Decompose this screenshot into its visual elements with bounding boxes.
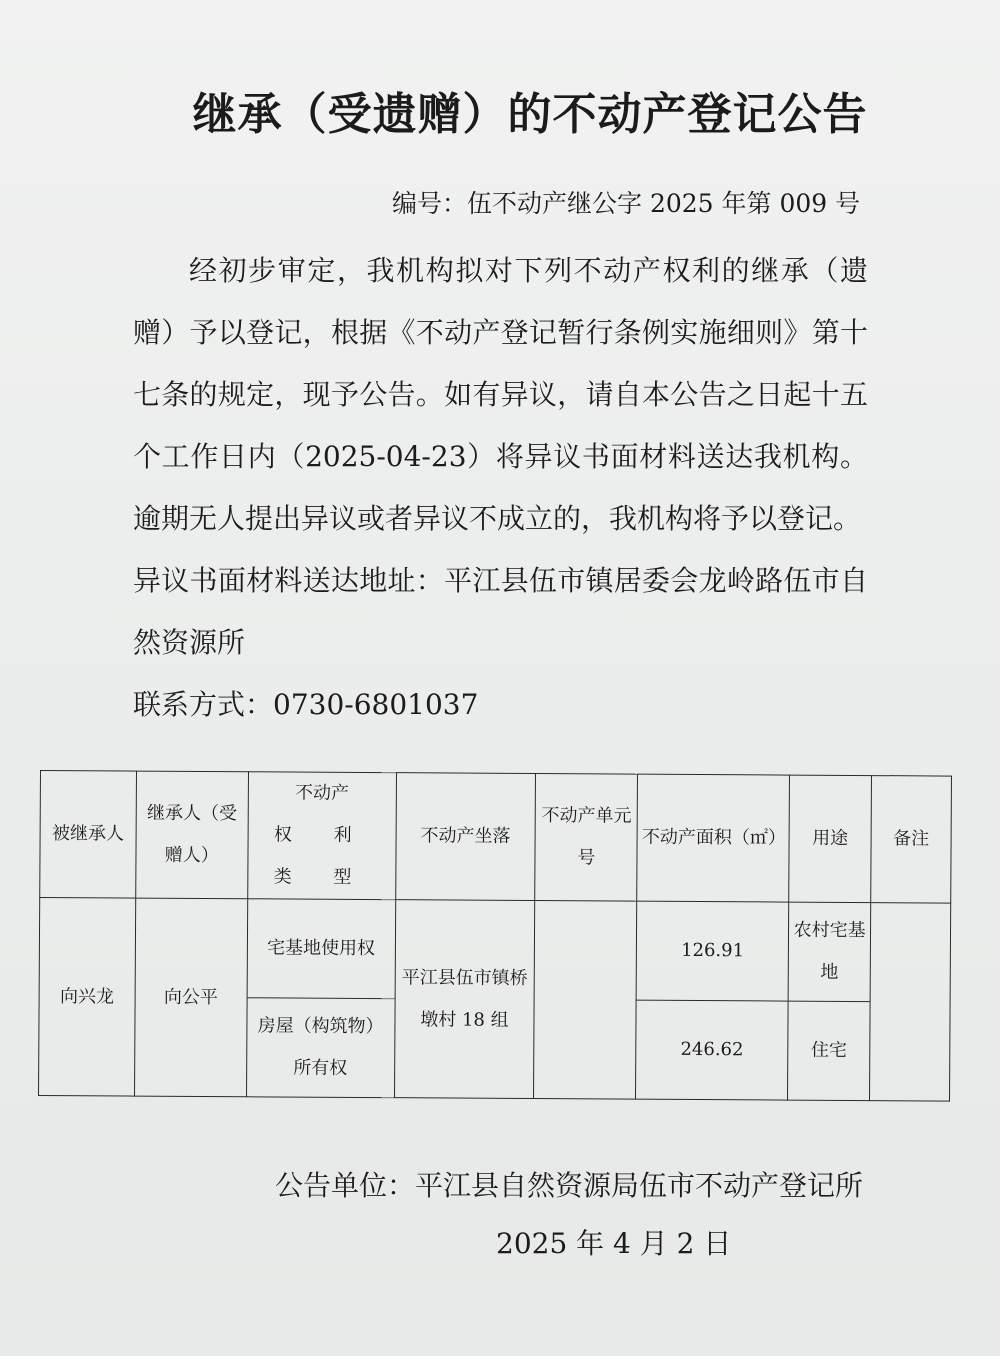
- cell-usage: 住宅: [788, 1001, 871, 1100]
- header-right-type: [247, 772, 396, 900]
- registration-table: [38, 770, 952, 1102]
- issuing-unit: 公告单位：平江县自然资源局伍市不动产登记所: [275, 1169, 864, 1202]
- cell-decedent: 向兴龙: [39, 898, 136, 1097]
- issue-date: 2025 年 4 月 2 日: [496, 1227, 732, 1260]
- header-heir: 继承人（受赠人）: [136, 771, 249, 899]
- table-header-row: [40, 771, 952, 904]
- header-usage: 用途: [789, 775, 872, 902]
- cell-right-type: 宅基地使用权: [247, 899, 395, 999]
- header-right-type-line1: 不动产: [294, 782, 350, 804]
- cell-remarks: [870, 903, 951, 1101]
- contact-info: 联系方式：0730-6801037: [133, 688, 479, 721]
- header-right-type-line3: 类 型: [273, 866, 370, 889]
- header-area: 不动产面积（㎡）: [637, 774, 790, 902]
- header-right-type-line2: 权 利: [273, 824, 370, 847]
- notice-paragraph: 经初步审定，我机构拟对下列不动产权利的继承（遗赠）予以登记，根据《不动产登记暂行条例实施细则》第十七条的规定，现予公告。如有异议，请自本公告之日起十五个工作日内（2025-04-23）将异议书面材料送达我机构。逾期无人提出异议或者异议不成立的，我机构将予以登记。: [133, 254, 868, 535]
- cell-unit-number: [534, 901, 637, 1100]
- document-number: 编号：伍不动产继公字 2025 年第 009 号: [392, 189, 861, 218]
- cell-location: 平江县伍市镇桥墩村 18 组: [394, 900, 535, 1099]
- cell-usage: 农村宅基地: [788, 902, 871, 1001]
- page-title: 继承（受遗赠）的不动产登记公告: [192, 89, 868, 140]
- header-location: 不动产坐落: [395, 773, 536, 901]
- objection-address: 异议书面材料送达地址：平江县伍市镇居委会龙岭路伍市自然资源所: [133, 564, 868, 659]
- header-decedent: 被继承人: [40, 771, 137, 899]
- cell-right-type: 房屋（构筑物）所有权: [246, 998, 394, 1098]
- cell-heir: 向公平: [134, 898, 247, 1097]
- table-row: [39, 898, 951, 1003]
- cell-area: 126.91: [636, 901, 788, 1001]
- cell-area: 246.62: [636, 1000, 788, 1100]
- header-unit-number: 不动产单元号: [535, 774, 638, 902]
- header-remarks: 备注: [871, 776, 952, 903]
